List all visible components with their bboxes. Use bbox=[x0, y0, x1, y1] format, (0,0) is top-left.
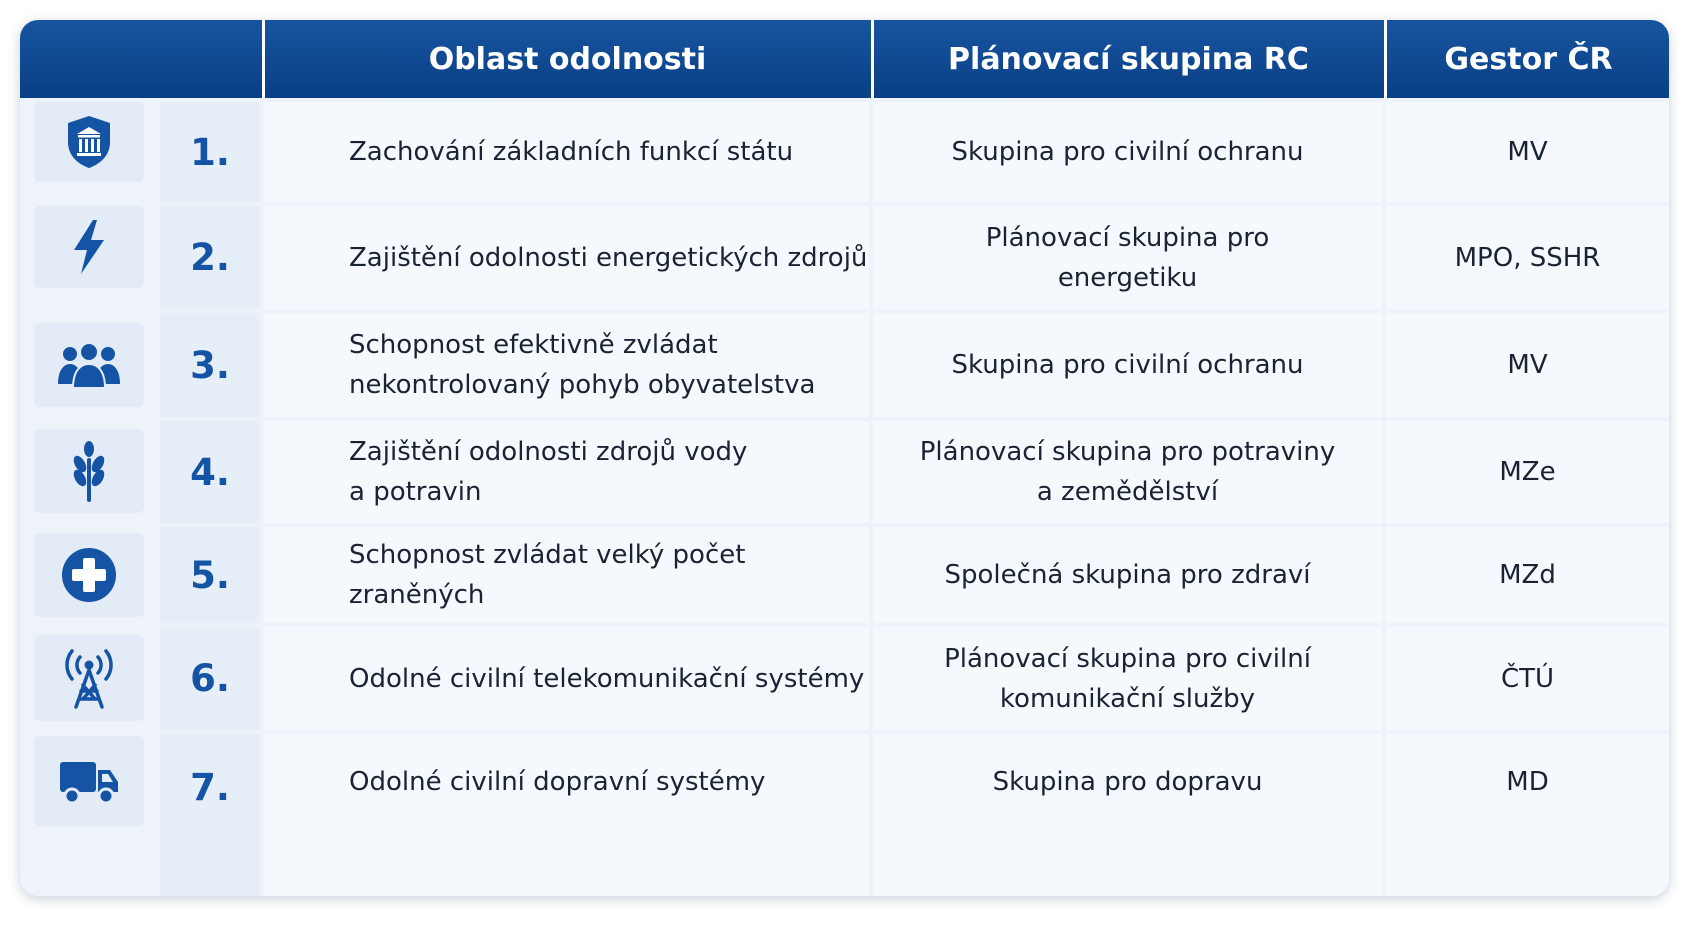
icon-box bbox=[34, 323, 144, 407]
area-text: Schopnost efektivně zvládat nekontrolovaný pohyb obyvatelstva bbox=[349, 330, 816, 400]
group-cell bbox=[873, 206, 1382, 309]
area-text: Zajištění odolnosti zdrojů vody a potravin bbox=[349, 437, 748, 507]
row-number: 3. bbox=[160, 313, 260, 417]
area-cell bbox=[264, 527, 869, 623]
gestor-cell bbox=[1386, 102, 1669, 202]
resilience-table bbox=[20, 20, 1669, 896]
icon-box bbox=[34, 635, 144, 721]
area-cell bbox=[264, 627, 869, 730]
icon-box bbox=[34, 429, 144, 513]
gestor-text: MV bbox=[1507, 137, 1548, 167]
group-cell bbox=[873, 627, 1382, 730]
people-group-icon bbox=[56, 340, 122, 390]
group-cell bbox=[873, 102, 1382, 202]
header-gestor: Gestor ČR bbox=[1444, 41, 1613, 77]
group-text: Skupina pro civilní ochranu bbox=[951, 350, 1304, 380]
area-cell bbox=[264, 206, 869, 309]
area-text: Odolné civilní telekomunikační systémy bbox=[349, 663, 865, 694]
table-row bbox=[20, 206, 1669, 309]
gestor-cell bbox=[1386, 734, 1669, 896]
row-number: 7. bbox=[160, 734, 260, 896]
table-row bbox=[20, 102, 1669, 202]
header-group: Plánovací skupina RC bbox=[948, 41, 1309, 77]
gestor-text: MPO, SSHR bbox=[1454, 242, 1601, 273]
group-cell bbox=[873, 421, 1382, 523]
table-row bbox=[20, 627, 1669, 730]
icon-box bbox=[34, 102, 144, 182]
area-text: Schopnost zvládat velký počet zraněných bbox=[349, 540, 746, 610]
row-number: 5. bbox=[160, 527, 260, 623]
group-cell bbox=[873, 527, 1382, 623]
row-number: 4. bbox=[160, 421, 260, 523]
gestor-cell bbox=[1386, 206, 1669, 309]
group-text: Společná skupina pro zdraví bbox=[944, 560, 1311, 590]
area-text: Odolné civilní dopravní systémy bbox=[349, 767, 766, 797]
group-cell bbox=[873, 734, 1382, 896]
icon-box bbox=[34, 736, 144, 826]
gestor-cell bbox=[1386, 527, 1669, 623]
area-cell bbox=[264, 421, 869, 523]
gestor-text: MZd bbox=[1499, 560, 1556, 590]
row-number: 1. bbox=[160, 102, 260, 202]
group-text: Skupina pro dopravu bbox=[992, 767, 1263, 797]
radio-tower-icon bbox=[59, 647, 119, 709]
area-cell bbox=[264, 102, 869, 202]
government-building-shield-icon bbox=[65, 114, 113, 170]
header-divider bbox=[871, 20, 874, 98]
table-header bbox=[20, 20, 1669, 98]
gestor-cell bbox=[1386, 627, 1669, 730]
area-cell bbox=[264, 313, 869, 417]
area-cell bbox=[264, 734, 869, 896]
table-row bbox=[20, 421, 1669, 523]
area-text: Zachování základních funkcí státu bbox=[349, 137, 794, 167]
group-cell bbox=[873, 313, 1382, 417]
wheat-icon bbox=[69, 440, 109, 502]
header-area: Oblast odolnosti bbox=[428, 41, 707, 77]
lightning-bolt-icon bbox=[69, 218, 109, 276]
header-divider bbox=[1384, 20, 1387, 98]
row-number: 6. bbox=[160, 627, 260, 730]
medical-cross-icon bbox=[60, 546, 118, 604]
group-text: Plánovací skupina pro potraviny a zemědělství bbox=[919, 437, 1336, 507]
truck-icon bbox=[58, 756, 120, 806]
table-row bbox=[20, 313, 1669, 417]
group-text: Plánovací skupina pro civilní komunikační služby bbox=[944, 643, 1311, 714]
gestor-text: MD bbox=[1506, 767, 1549, 797]
table-row bbox=[20, 734, 1669, 896]
gestor-text: MZe bbox=[1499, 457, 1556, 487]
row-number: 2. bbox=[160, 206, 260, 309]
area-text: Zajištění odolnosti energetických zdrojů bbox=[349, 242, 868, 273]
icon-box bbox=[34, 533, 144, 617]
icon-box bbox=[34, 206, 144, 288]
group-text: Skupina pro civilní ochranu bbox=[951, 137, 1304, 167]
table-row bbox=[20, 527, 1669, 623]
gestor-cell bbox=[1386, 421, 1669, 523]
gestor-text: MV bbox=[1507, 350, 1548, 380]
header-divider bbox=[262, 20, 265, 98]
gestor-text: ČTÚ bbox=[1500, 663, 1555, 694]
gestor-cell bbox=[1386, 313, 1669, 417]
group-text: Plánovací skupina pro energetiku bbox=[985, 222, 1270, 293]
